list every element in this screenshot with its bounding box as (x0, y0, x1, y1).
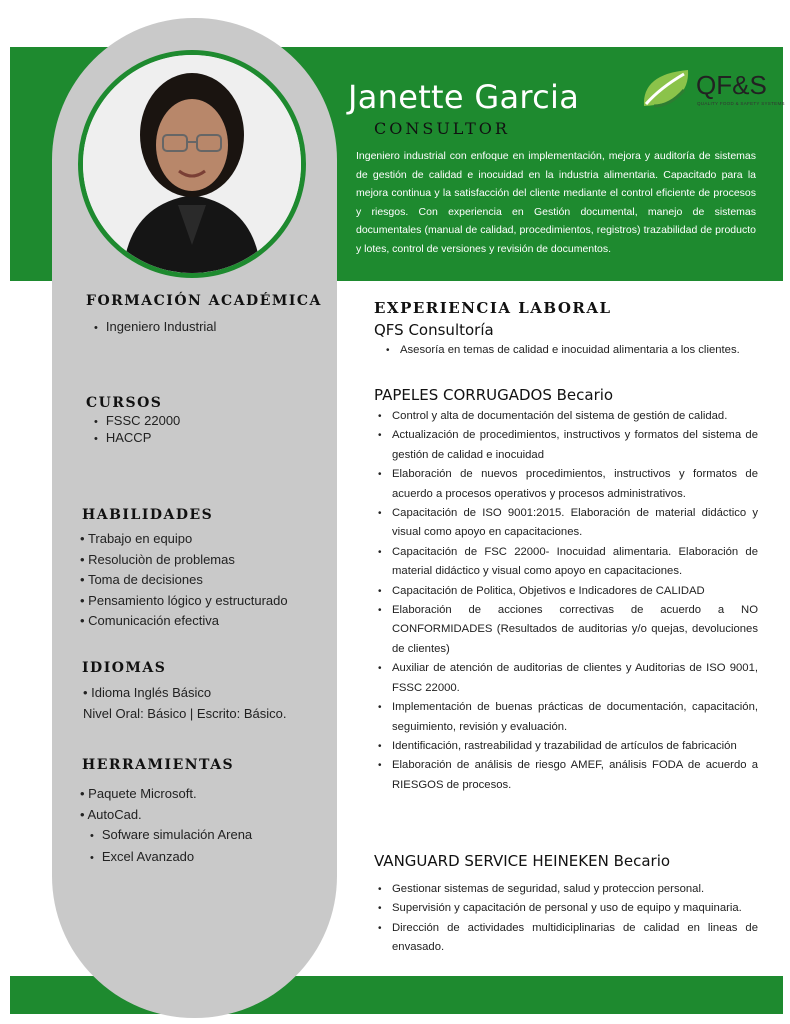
list-item: • Supervisión y capacitación de personal y uso de equipo y maquinaria. (378, 899, 758, 918)
language-level: Nivel Oral: Básico | Escrito: Básico. (83, 706, 287, 721)
list-item: • FSSC 22000 (94, 413, 180, 430)
job-company: PAPELES CORRUGADOS Becario (374, 386, 614, 404)
list-item: • Gestionar sistemas de seguridad, salud y proteccion personal. (378, 880, 758, 899)
job-title: CONSULTOR (374, 119, 510, 138)
job-duties-list (378, 880, 758, 958)
list-item: • Capacitación de Politica, Objetivos e Indicadores de CALIDAD (378, 582, 758, 601)
job-company: VANGUARD SERVICE HEINEKEN Becario (374, 852, 671, 870)
list-item: • Auxiliar de atención de auditorias de clientes y Auditorias de ISO 9001, FSSC 22000. (378, 659, 758, 698)
list-item: • Paquete Microsoft. (80, 786, 197, 801)
list-item: • Asesoría en temas de calidad e inocuidad alimentaria a los clientes. (386, 341, 764, 360)
list-item: • HACCP (94, 430, 180, 447)
list-item: • Elaboración de análisis de riesgo AMEF, análisis FODA de acuerdo a RIESGOS de procesos. (378, 756, 758, 795)
leaf-logo-icon (640, 66, 694, 112)
logo-text: QF&S (696, 70, 767, 100)
list-item: • Comunicación efectiva (80, 613, 219, 629)
languages-list (83, 683, 211, 704)
logo-subtitle: QUALITY FOOD & SAFETY SYSTEMS (697, 101, 785, 106)
education-heading: FORMACIÓN ACADÉMICA (86, 293, 322, 309)
list-item: • Capacitación de ISO 9001:2015. Elaboración de material didáctico y visual como apoyo en capacitaciones. (378, 504, 758, 543)
profile-photo (78, 50, 306, 278)
languages-heading: IDIOMAS (82, 660, 167, 676)
job-duties-list (378, 407, 758, 795)
list-item: • Elaboración de nuevos procedimientos, instructivos y formatos de acuerdo a procesos operativos y procesos administrativos. (378, 465, 758, 504)
list-item: • Sofware simulación Arena (90, 825, 252, 847)
tools-sublist (90, 825, 252, 868)
skills-list (80, 529, 288, 632)
tools-list (80, 784, 197, 825)
list-item: • Elaboración de acciones correctivas de acuerdo a NO CONFORMIDADES (Resultados de auditorias y/o quejas, devoluciones de clientes) (378, 601, 758, 659)
list-item: • Toma de decisiones (80, 572, 203, 588)
list-item: • Ingeniero Industrial (94, 317, 216, 339)
courses-list (94, 413, 180, 447)
list-item: • Idioma Inglés Básico (83, 685, 212, 700)
list-item: • Implementación de buenas prácticas de documentación, capacitación, seguimiento, revisión y evaluación. (378, 698, 758, 737)
job-duties-list (386, 341, 764, 360)
profile-summary: Ingeniero industrial con enfoque en implementación, mejora y auditoría de sistemas de gestión de calidad e inocuidad en la industria alimentaria. Capacitado para la mejora continua y la satisfacción del cliente mediante el control eficiente de procesos y riesgos. Con experiencia en Gestión documental, manejo de sistemas documentales (manual de calidad, procedimientos, registros) trazabilidad de producto y lotes, control de versiones y revisión de documentos. (356, 150, 756, 255)
skills-heading: HABILIDADES (82, 507, 214, 523)
list-item: • Capacitación de FSC 22000- Inocuidad alimentaria. Elaboración de material didáctico y visual como apoyo en capacitaciones. (378, 543, 758, 582)
list-item: • Excel Avanzado (90, 847, 252, 869)
education-list (94, 317, 216, 339)
list-item: • Control y alta de documentación del sistema de gestión de calidad. (378, 407, 758, 426)
courses-heading: CURSOS (86, 395, 163, 411)
list-item: • Trabajo en equipo (80, 531, 193, 546)
company-logo (640, 66, 785, 112)
list-item: • Actualización de procedimientos, instructivos y formatos del sistema de gestión de calidad e inocuidad (378, 426, 758, 465)
list-item: • Identificación, rastreabilidad y trazabilidad de artículos de fabricación (378, 737, 758, 756)
job-company: QFS Consultoría (374, 321, 494, 339)
experience-heading: EXPERIENCIA LABORAL (374, 299, 612, 317)
list-item: • Pensamiento lógico y estructurado (80, 592, 288, 608)
list-item: • AutoCad. (80, 806, 142, 822)
list-item: • Dirección de actividades multidiciplinarias de calidad en lineas de envasado. (378, 919, 758, 958)
list-item: • Resoluciòn de problemas (80, 551, 235, 567)
tools-heading: HERRAMIENTAS (82, 757, 235, 773)
candidate-name: Janette Garcia (348, 78, 580, 116)
